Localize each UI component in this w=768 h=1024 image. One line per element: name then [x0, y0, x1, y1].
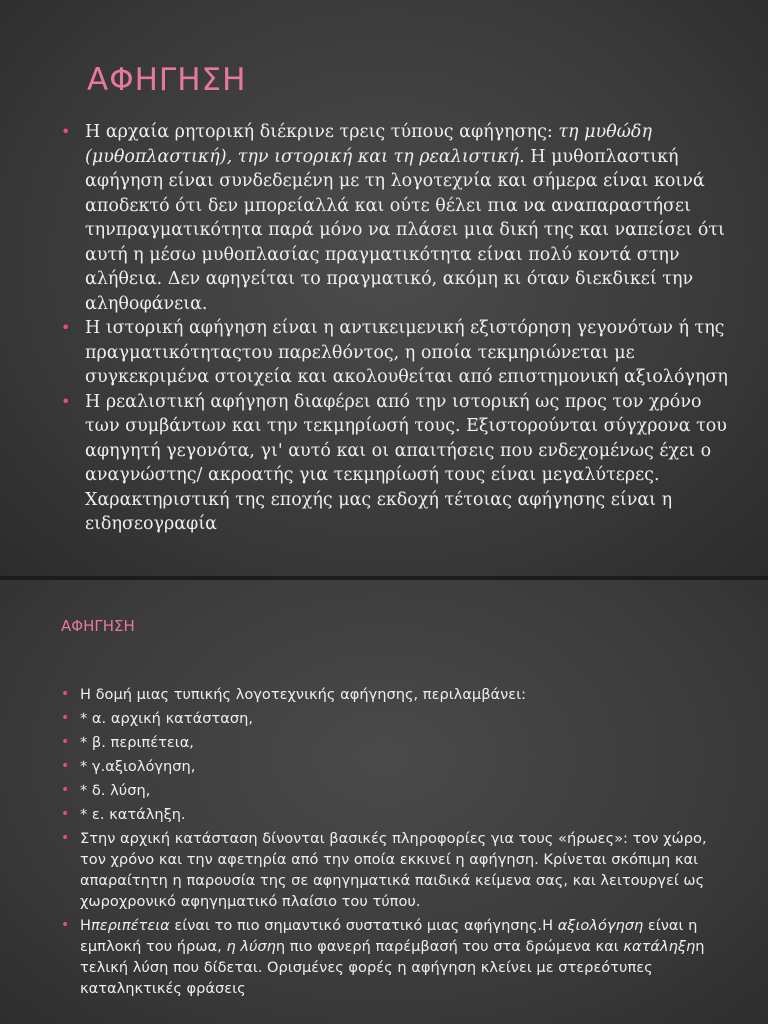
- list-item: [61, 780, 721, 801]
- list-item: [61, 708, 721, 729]
- italic-text: η λύση: [226, 938, 276, 955]
- list-item: [61, 390, 731, 537]
- bullet-icon: •: [61, 122, 71, 141]
- italic-text: τη μυθώδη (μυθοπλαστική), την ιστορική και τη ρεαλιστική: [85, 122, 652, 167]
- bullet-icon: •: [61, 758, 70, 774]
- slide-2-title: ΑΦΗΓΗΣΗ: [61, 617, 135, 635]
- italic-text: κατάληξη: [623, 938, 696, 955]
- italic-text: περιπέτεια: [90, 917, 170, 934]
- slide-2-bullet-list: [61, 684, 721, 1002]
- list-item: [61, 804, 721, 825]
- bullet-icon: •: [61, 710, 70, 726]
- list-item: [61, 915, 721, 999]
- bullet-text: Ηπεριπέτεια είναι το πιο σημαντικό συστατικό μιας αφήγησης.Η αξιολόγηση είναι η εμπλοκή του ήρωα, η λύσηη πιο φανερή παρέμβασή του στα δρώμενα και κατάληξηη τελική λύση που δίδεται. Ορισμένες φορές η αφήγηση κλείνει με στερεότυπες καταληκτικές φράσεις: [80, 917, 705, 997]
- bullet-icon: •: [61, 830, 70, 846]
- bullet-text: Η αρχαία ρητορική διέκρινε τρεις τύπους αφήγησης: τη μυθώδη (μυθοπλαστική), την ιστορική και τη ρεαλιστική. Η μυθοπλαστική αφήγηση είναι συνδεδεμένη με τη λογοτεχνία και σήμερα είναι κοινά αποδεκτό ότι δεν μπορείαλλά και ούτε θέλει πια να αναπαραστήσει τηνπραγματικότητα παρά μόνο να πλάσει μια δική της και ναπείσει ότι αυτή η μέσω μυθοπλασίας πραγματικότητα είναι πολύ κοντά στην αλήθεια. Δεν αφηγείται το πραγματικό, ακόμη κι όταν διεκδικεί την αληθοφάνεια.: [85, 122, 725, 314]
- slide-1-bullet-list: [61, 120, 731, 537]
- bullet-text: * γ.αξιολόγηση,: [80, 758, 196, 775]
- bullet-text: Η δομή μιας τυπικής λογοτεχνικής αφήγησης, περιλαμβάνει:: [80, 686, 527, 703]
- bullet-icon: •: [61, 917, 70, 933]
- bullet-icon: •: [61, 806, 70, 822]
- bullet-icon: •: [61, 686, 70, 702]
- list-item: [61, 120, 731, 316]
- bullet-text: Η ρεαλιστική αφήγηση διαφέρει από την ιστορική ως προς τον χρόνο των συμβάντων και την τεκμηρίωσή τους. Εξιστορούνται σύγχρονα του αφηγητή γεγονότα, γι' αυτό και οι απαιτήσεις που ενδεχομένως έχει ο αναγνώστης/ ακροατής για τεκμηρίωσή τους είναι μεγαλύτερες. Χαρακτηριστική της εποχής μας εκδοχή τέτοιας αφήγησης είναι η ειδησεογραφία: [85, 391, 727, 534]
- bullet-text: Στην αρχική κατάσταση δίνονται βασικές πληροφορίες για τους «ήρωες»: τον χώρο, τον χρόνο και την αφετηρία από την οποία εκκινεί η αφήγηση. Κρίνεται σκόπιμη και απαραίτητη η παρουσία της σε αφηγηματικά παιδικά κείμενα σας, και λειτουργεί ως χωροχρονικό αφηγηματικό πλαίσιο του τύπου.: [80, 830, 707, 910]
- bullet-icon: •: [61, 318, 71, 337]
- list-item: [61, 684, 721, 705]
- bullet-text: * ε. κατάληξη.: [80, 806, 186, 823]
- bullet-icon: •: [61, 734, 70, 750]
- list-item: [61, 756, 721, 777]
- list-item: [61, 316, 731, 390]
- bullet-icon: •: [61, 782, 70, 798]
- bullet-icon: •: [61, 391, 71, 411]
- slide-1-title: ΑΦΗΓΗΣΗ: [87, 62, 247, 98]
- bullet-text: * β. περιπέτεια,: [80, 734, 194, 751]
- list-item: [61, 828, 721, 912]
- italic-text: αξιολόγηση: [557, 917, 644, 934]
- bullet-text: * α. αρχική κατάσταση,: [80, 710, 253, 727]
- list-item: [61, 732, 721, 753]
- bullet-text: * δ. λύση,: [80, 782, 151, 799]
- bullet-text: Η ιστορική αφήγηση είναι η αντικειμενική εξιστόρηση γεγονότων ή της πραγματικότηταςτου παρελθόντος, η οποία τεκμηριώνεται με συγκεκριμένα στοιχεία και ακολουθείται από επιστημονική αξιολόγηση: [85, 318, 728, 387]
